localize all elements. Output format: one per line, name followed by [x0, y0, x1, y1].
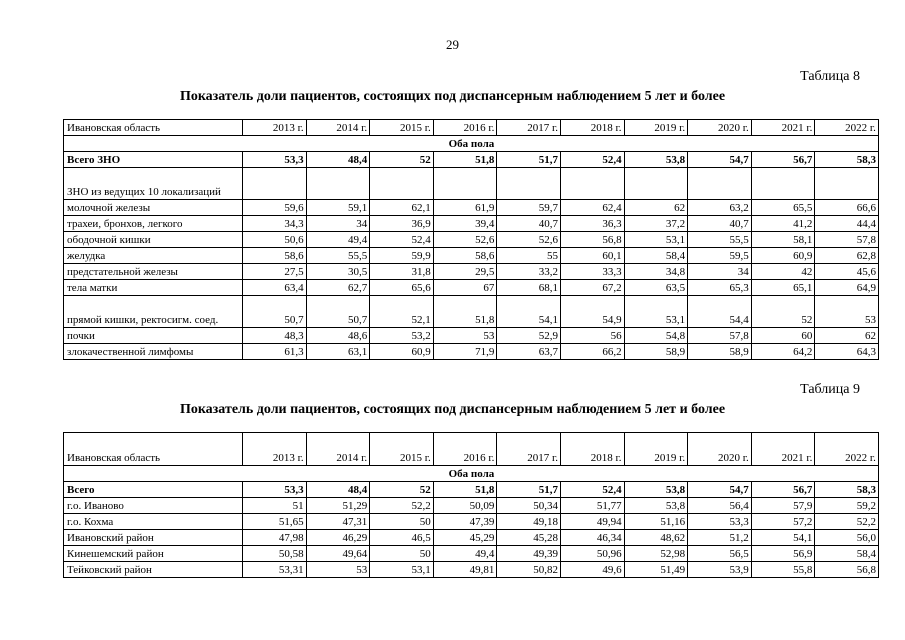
value-cell: 51,7 [497, 152, 561, 168]
row-name: тела матки [64, 280, 243, 296]
value-cell: 53,8 [624, 152, 688, 168]
value-cell: 55,8 [751, 562, 815, 578]
value-cell: 50,7 [306, 296, 370, 328]
value-cell: 68,1 [497, 280, 561, 296]
value-cell: 50,96 [560, 546, 624, 562]
value-cell: 56,8 [560, 232, 624, 248]
value-cell: 45,28 [497, 530, 561, 546]
value-cell: 50,6 [243, 232, 307, 248]
value-cell: 51,77 [560, 498, 624, 514]
value-cell: 49,6 [560, 562, 624, 578]
year-header: 2017 г. [497, 120, 561, 136]
value-cell: 71,9 [433, 344, 497, 360]
value-cell: 54,7 [688, 152, 752, 168]
table-row [64, 200, 879, 216]
table-9-title: Показатель доли пациентов, состоящих под диспансерным наблюдением 5 лет и более [179, 402, 726, 417]
value-cell: 53,2 [370, 328, 434, 344]
row-name: желудка [64, 248, 243, 264]
header-row [64, 120, 879, 136]
value-cell: 54,1 [497, 296, 561, 328]
year-header: 2017 г. [497, 433, 561, 466]
value-cell: 63,1 [306, 344, 370, 360]
value-cell: 65,1 [751, 280, 815, 296]
value-cell: 46,5 [370, 530, 434, 546]
value-cell: 53,3 [688, 514, 752, 530]
value-cell: 42 [751, 264, 815, 280]
table-row [64, 232, 879, 248]
value-cell: 64,2 [751, 344, 815, 360]
table-8-label: Таблица 8 [800, 69, 860, 84]
value-cell: 65,6 [370, 280, 434, 296]
table-row [64, 216, 879, 232]
table-9 [63, 432, 879, 578]
row-name: Ивановский район [64, 530, 243, 546]
value-cell [306, 168, 370, 200]
value-cell: 60 [751, 328, 815, 344]
value-cell: 51,49 [624, 562, 688, 578]
subheader-both-sexes: Оба пола [64, 136, 879, 152]
value-cell: 62 [624, 200, 688, 216]
row-name: г.о. Иваново [64, 498, 243, 514]
page-number: 29 [446, 37, 459, 52]
value-cell: 57,2 [751, 514, 815, 530]
value-cell: 62,8 [815, 248, 879, 264]
value-cell: 52,2 [815, 514, 879, 530]
table-row [64, 264, 879, 280]
row-name: почки [64, 328, 243, 344]
value-cell: 53,8 [624, 482, 688, 498]
value-cell: 58,4 [815, 546, 879, 562]
value-cell: 51,16 [624, 514, 688, 530]
value-cell: 51,8 [433, 152, 497, 168]
value-cell: 56 [560, 328, 624, 344]
value-cell: 47,31 [306, 514, 370, 530]
value-cell: 55 [497, 248, 561, 264]
value-cell: 60,1 [560, 248, 624, 264]
value-cell: 52,4 [370, 232, 434, 248]
value-cell: 52 [751, 296, 815, 328]
year-header: 2018 г. [560, 120, 624, 136]
value-cell: 52,2 [370, 498, 434, 514]
value-cell: 36,9 [370, 216, 434, 232]
subheader-row [64, 136, 879, 152]
table-8 [63, 119, 879, 360]
year-header: 2020 г. [688, 120, 752, 136]
value-cell: 53,1 [624, 296, 688, 328]
value-cell: 40,7 [688, 216, 752, 232]
value-cell: 52,6 [497, 232, 561, 248]
year-header: 2022 г. [815, 120, 879, 136]
value-cell: 51 [243, 498, 307, 514]
header-row [64, 433, 879, 466]
value-cell: 59,2 [815, 498, 879, 514]
value-cell: 50,82 [497, 562, 561, 578]
value-cell: 44,4 [815, 216, 879, 232]
value-cell: 40,7 [497, 216, 561, 232]
year-header: 2018 г. [560, 433, 624, 466]
value-cell: 48,3 [243, 328, 307, 344]
value-cell: 53 [815, 296, 879, 328]
table-row [64, 296, 879, 328]
value-cell: 53,3 [243, 152, 307, 168]
row-name: предстательной железы [64, 264, 243, 280]
year-header: 2016 г. [433, 433, 497, 466]
value-cell: 59,6 [243, 200, 307, 216]
value-cell: 50,7 [243, 296, 307, 328]
year-header: 2021 г. [751, 433, 815, 466]
value-cell: 67 [433, 280, 497, 296]
corner-header: Ивановская область [64, 433, 243, 466]
value-cell: 63,2 [688, 200, 752, 216]
row-name: Всего [64, 482, 243, 498]
value-cell: 37,2 [624, 216, 688, 232]
value-cell: 49,94 [560, 514, 624, 530]
value-cell: 53,1 [370, 562, 434, 578]
year-header: 2015 г. [370, 120, 434, 136]
value-cell: 33,2 [497, 264, 561, 280]
value-cell: 56,0 [815, 530, 879, 546]
year-header: 2013 г. [243, 433, 307, 466]
row-name: ЗНО из ведущих 10 локализаций [64, 168, 243, 200]
value-cell: 53,3 [243, 482, 307, 498]
value-cell: 64,9 [815, 280, 879, 296]
value-cell: 58,4 [624, 248, 688, 264]
value-cell: 50 [370, 514, 434, 530]
table-row [64, 498, 879, 514]
value-cell: 67,2 [560, 280, 624, 296]
value-cell: 49,4 [433, 546, 497, 562]
value-cell: 51,29 [306, 498, 370, 514]
value-cell: 52,4 [560, 482, 624, 498]
value-cell: 48,6 [306, 328, 370, 344]
value-cell: 49,18 [497, 514, 561, 530]
value-cell: 53 [433, 328, 497, 344]
value-cell: 54,7 [688, 482, 752, 498]
value-cell: 50,34 [497, 498, 561, 514]
value-cell: 49,4 [306, 232, 370, 248]
value-cell [560, 168, 624, 200]
value-cell: 63,5 [624, 280, 688, 296]
value-cell: 52,4 [560, 152, 624, 168]
value-cell: 49,39 [497, 546, 561, 562]
value-cell: 45,6 [815, 264, 879, 280]
value-cell: 41,2 [751, 216, 815, 232]
value-cell [815, 168, 879, 200]
value-cell: 52,98 [624, 546, 688, 562]
value-cell: 50,58 [243, 546, 307, 562]
year-header: 2014 г. [306, 120, 370, 136]
value-cell: 33,3 [560, 264, 624, 280]
value-cell: 36,3 [560, 216, 624, 232]
value-cell: 58,9 [624, 344, 688, 360]
value-cell: 56,8 [815, 562, 879, 578]
value-cell: 58,3 [815, 152, 879, 168]
value-cell: 62 [815, 328, 879, 344]
value-cell: 34 [688, 264, 752, 280]
value-cell: 58,1 [751, 232, 815, 248]
year-header: 2016 г. [433, 120, 497, 136]
value-cell: 39,4 [433, 216, 497, 232]
value-cell: 59,5 [688, 248, 752, 264]
year-header: 2019 г. [624, 433, 688, 466]
table-row [64, 514, 879, 530]
value-cell: 63,4 [243, 280, 307, 296]
value-cell: 53,8 [624, 498, 688, 514]
table-row [64, 482, 879, 498]
value-cell: 65,5 [751, 200, 815, 216]
value-cell: 59,1 [306, 200, 370, 216]
year-header: 2013 г. [243, 120, 307, 136]
value-cell: 54,4 [688, 296, 752, 328]
table-row [64, 562, 879, 578]
value-cell: 53,31 [243, 562, 307, 578]
value-cell: 62,4 [560, 200, 624, 216]
table-row [64, 530, 879, 546]
value-cell: 55,5 [306, 248, 370, 264]
value-cell: 63,7 [497, 344, 561, 360]
value-cell: 56,7 [751, 482, 815, 498]
value-cell: 27,5 [243, 264, 307, 280]
value-cell: 56,9 [751, 546, 815, 562]
year-header: 2022 г. [815, 433, 879, 466]
table-row [64, 280, 879, 296]
row-name: прямой кишки, ректосигм. соед. [64, 296, 243, 328]
value-cell [751, 168, 815, 200]
value-cell: 66,6 [815, 200, 879, 216]
value-cell [433, 168, 497, 200]
value-cell: 48,62 [624, 530, 688, 546]
value-cell: 54,1 [751, 530, 815, 546]
value-cell: 61,3 [243, 344, 307, 360]
value-cell: 46,34 [560, 530, 624, 546]
value-cell: 45,29 [433, 530, 497, 546]
value-cell: 34,8 [624, 264, 688, 280]
value-cell: 62,7 [306, 280, 370, 296]
table-row [64, 152, 879, 168]
subheader-row [64, 466, 879, 482]
value-cell: 58,6 [243, 248, 307, 264]
value-cell: 46,29 [306, 530, 370, 546]
value-cell: 47,98 [243, 530, 307, 546]
value-cell: 50 [370, 546, 434, 562]
row-name: злокачественной лимфомы [64, 344, 243, 360]
value-cell [243, 168, 307, 200]
value-cell: 29,5 [433, 264, 497, 280]
value-cell: 65,3 [688, 280, 752, 296]
value-cell: 52,1 [370, 296, 434, 328]
value-cell: 49,64 [306, 546, 370, 562]
value-cell: 53 [306, 562, 370, 578]
value-cell: 61,9 [433, 200, 497, 216]
value-cell: 54,8 [624, 328, 688, 344]
value-cell: 58,6 [433, 248, 497, 264]
value-cell [624, 168, 688, 200]
value-cell: 60,9 [370, 344, 434, 360]
value-cell: 52 [370, 482, 434, 498]
table-row [64, 546, 879, 562]
value-cell: 50,09 [433, 498, 497, 514]
value-cell: 54,9 [560, 296, 624, 328]
value-cell: 57,8 [688, 328, 752, 344]
table-row [64, 344, 879, 360]
row-name: Тейковский район [64, 562, 243, 578]
value-cell: 30,5 [306, 264, 370, 280]
row-name: молочной железы [64, 200, 243, 216]
year-header: 2020 г. [688, 433, 752, 466]
row-name: трахеи, бронхов, легкого [64, 216, 243, 232]
value-cell: 53,9 [688, 562, 752, 578]
corner-header: Ивановская область [64, 120, 243, 136]
value-cell: 66,2 [560, 344, 624, 360]
table-row [64, 328, 879, 344]
value-cell: 34,3 [243, 216, 307, 232]
value-cell: 59,7 [497, 200, 561, 216]
year-header: 2019 г. [624, 120, 688, 136]
row-name: Кинешемский район [64, 546, 243, 562]
table-8-title: Показатель доли пациентов, состоящих под диспансерным наблюдением 5 лет и более [179, 89, 726, 104]
value-cell: 56,7 [751, 152, 815, 168]
value-cell: 48,4 [306, 152, 370, 168]
row-name: г.о. Кохма [64, 514, 243, 530]
year-header: 2015 г. [370, 433, 434, 466]
value-cell: 60,9 [751, 248, 815, 264]
year-header: 2021 г. [751, 120, 815, 136]
value-cell: 52 [370, 152, 434, 168]
table-row [64, 248, 879, 264]
value-cell: 58,9 [688, 344, 752, 360]
value-cell: 47,39 [433, 514, 497, 530]
value-cell: 57,8 [815, 232, 879, 248]
value-cell: 58,3 [815, 482, 879, 498]
value-cell: 62,1 [370, 200, 434, 216]
table-9-label: Таблица 9 [800, 382, 860, 397]
table-row [64, 168, 879, 200]
value-cell: 55,5 [688, 232, 752, 248]
year-header: 2014 г. [306, 433, 370, 466]
value-cell: 51,2 [688, 530, 752, 546]
value-cell [497, 168, 561, 200]
value-cell: 49,81 [433, 562, 497, 578]
row-name: Всего ЗНО [64, 152, 243, 168]
value-cell: 56,4 [688, 498, 752, 514]
value-cell: 64,3 [815, 344, 879, 360]
value-cell: 51,7 [497, 482, 561, 498]
value-cell: 53,1 [624, 232, 688, 248]
value-cell: 52,9 [497, 328, 561, 344]
value-cell: 51,8 [433, 482, 497, 498]
value-cell [688, 168, 752, 200]
value-cell [370, 168, 434, 200]
value-cell: 56,5 [688, 546, 752, 562]
value-cell: 34 [306, 216, 370, 232]
value-cell: 57,9 [751, 498, 815, 514]
value-cell: 31,8 [370, 264, 434, 280]
value-cell: 59,9 [370, 248, 434, 264]
value-cell: 51,8 [433, 296, 497, 328]
row-name: ободочной кишки [64, 232, 243, 248]
value-cell: 52,6 [433, 232, 497, 248]
subheader-both-sexes: Оба пола [64, 466, 879, 482]
value-cell: 48,4 [306, 482, 370, 498]
value-cell: 51,65 [243, 514, 307, 530]
